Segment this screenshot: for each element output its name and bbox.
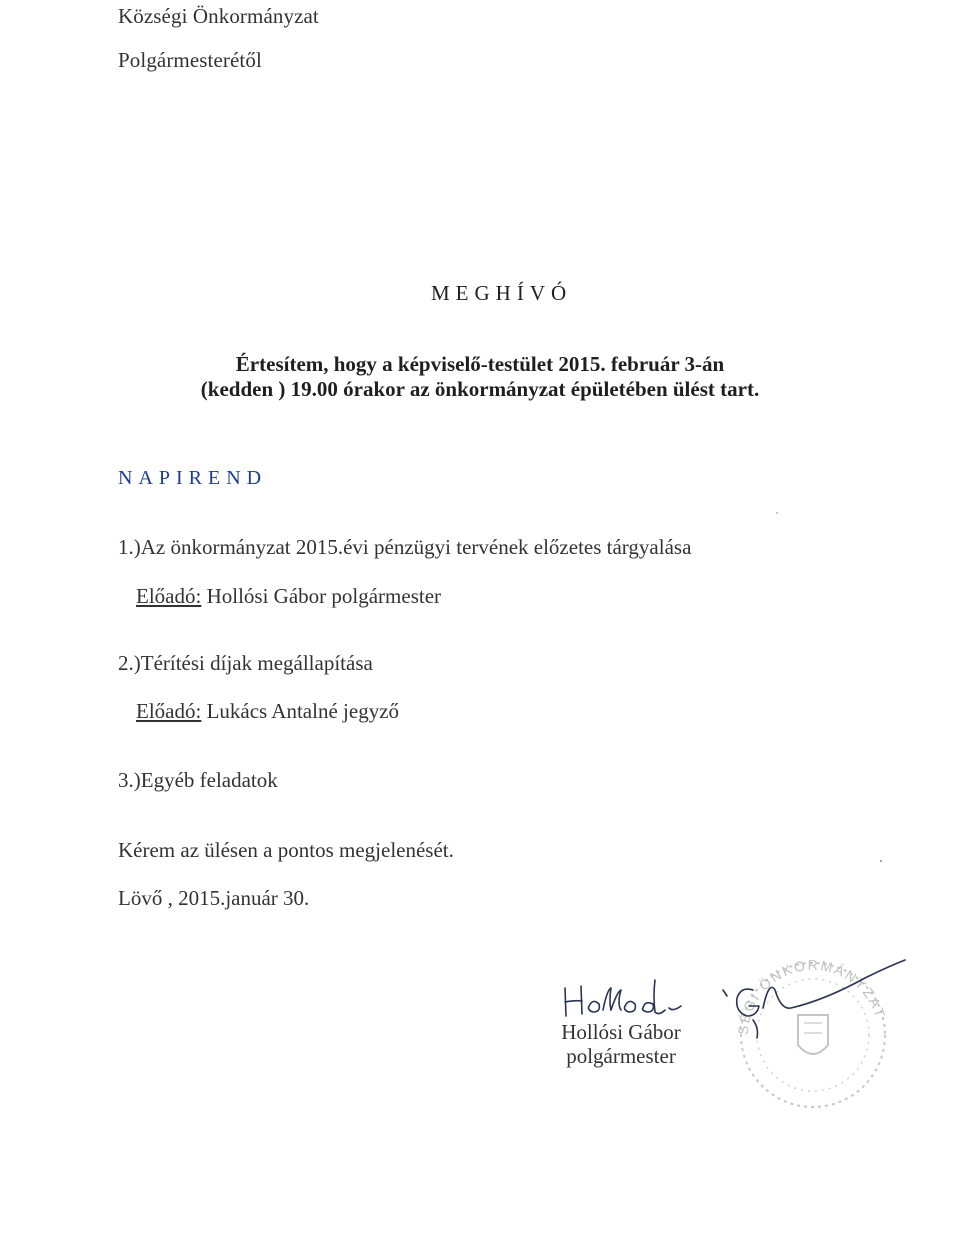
intro-line-2: (kedden ) 19.00 órakor az önkormányzat épületében ülést tart. [200,377,760,401]
signatory-name: Hollósi Gábor [561,1020,681,1044]
agenda-item-1: 1.)Az önkormányzat 2015.évi pénzügyi tervének előzetes tárgyalása [118,535,692,559]
issuer-line-1: Községi Önkormányzat [118,4,319,28]
presenter-name: Hollósi Gábor polgármester [201,584,442,608]
agenda-heading: NAPIREND [118,467,268,489]
agenda-item-2-presenter [136,699,399,724]
place-and-date: Lövő , 2015.január 30. [118,886,310,910]
closing-request: Kérem az ülésen a pontos megjelenését. [118,838,454,862]
issuer-line-2: Polgármesterétől [118,48,262,72]
intro-line-1: Értesítem, hogy a képviselő-testület 2015. február 3-án [235,352,725,376]
document-title: MEGHÍVÓ [431,281,573,305]
scan-speck [880,860,882,862]
presenter-name: Lukács Antalné jegyző [201,699,400,723]
agenda-item-1-presenter [136,584,441,609]
agenda-item-2: 2.)Térítési díjak megállapítása [118,651,373,675]
presenter-label: Előadó: [136,584,202,608]
scan-speck [776,512,778,514]
stamp-text: SÉGI ÖNKORMÁNYZAT [734,956,889,1036]
presenter-label: Előadó: [136,699,202,723]
agenda-item-3: 3.)Egyéb feladatok [118,768,278,792]
signatory-title: polgármester [566,1044,676,1068]
